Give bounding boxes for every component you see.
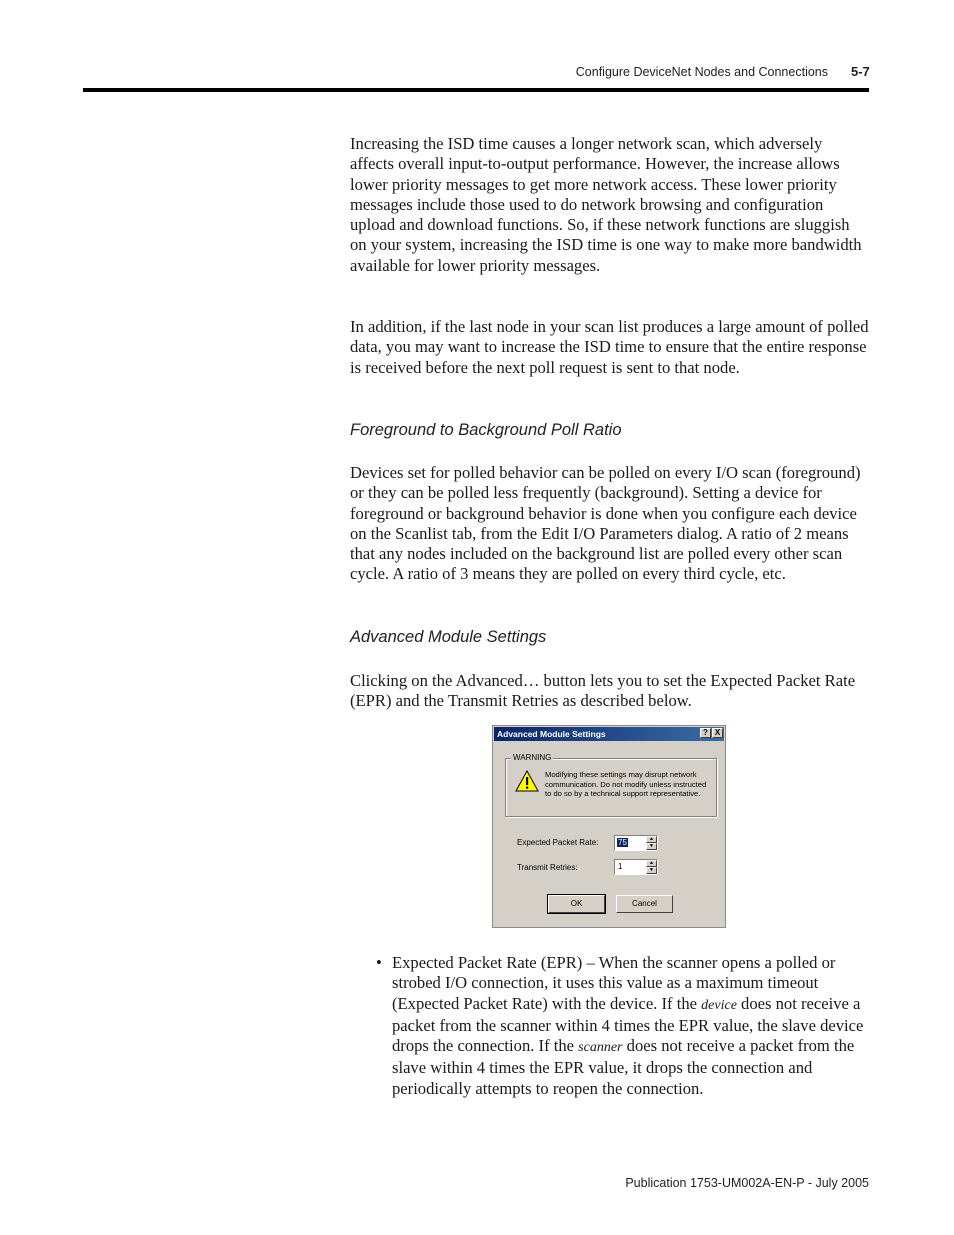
- close-button[interactable]: X: [712, 728, 723, 738]
- publication-footer: Publication 1753-UM002A-EN-P - July 2005: [625, 1176, 869, 1190]
- paragraph-text: Clicking on the Advanced… button lets you to set the Expected Packet Rate (EPR) and the Transmit Retries as described below.: [350, 671, 856, 711]
- bullet-text-part: does not receive a packet from the slave within 4 times the EPR value, it drops the connection and periodically attempts to reopen the connection.: [392, 1036, 855, 1098]
- paragraph-text: In addition, if the last node in your scan list produces a large amount of polled data, you may want to increase the ISD time to ensure that the entire response is received before the next poll request is sent to that node.: [350, 317, 869, 377]
- paragraph-text: Devices set for polled behavior can be polled on every I/O scan (foreground) or they can be polled less frequently (background). Setting a device for foreground or background behavior is done when you configure each device on the Scanlist tab, from the Edit I/O Parameters dialog. A ratio of 2 means that any nodes included on the background list are polled every other scan cycle. A ratio of 3 means they are polled on every third cycle, etc.: [350, 463, 861, 584]
- epr-spinner[interactable]: [614, 835, 658, 851]
- header-rule: [83, 88, 869, 92]
- section-heading-advanced: Advanced Module Settings: [350, 628, 547, 646]
- spin-up-icon[interactable]: ▲: [646, 836, 657, 843]
- warning-text: Modifying these settings may disrupt network communication. Do not modify unless instructed to do so by a technical support representative.: [545, 770, 707, 799]
- section-heading-poll-ratio: Foreground to Background Poll Ratio: [350, 421, 622, 439]
- warning-icon: [515, 770, 539, 792]
- bullet-text-part: Expected Packet Rate (EPR) – When the scanner opens a polled or strobed I/O connection, it uses this value as a maximum timeout (Expected Packet Rate) with the device. If the: [392, 953, 836, 1013]
- cancel-button[interactable]: Cancel: [616, 895, 673, 913]
- bullet-text-part: does not receive a packet from the scanner within 4 times the EPR value, the slave device drops the connection. If the: [392, 993, 864, 1056]
- bullet-epr: [376, 953, 870, 1099]
- retries-value[interactable]: 1: [618, 862, 623, 871]
- paragraph-poll-ratio: [350, 463, 870, 585]
- paragraph-isd-time: [350, 134, 870, 276]
- bullet-italic-device: device: [701, 997, 737, 1013]
- paragraph-last-node: [350, 317, 870, 378]
- dialog-title-bar: [494, 727, 724, 741]
- ok-button[interactable]: OK: [548, 895, 605, 913]
- paragraph-advanced: [350, 671, 870, 712]
- retries-label: Transmit Retries:: [517, 863, 578, 872]
- bullet-text: [392, 953, 870, 1099]
- epr-value[interactable]: 75: [618, 838, 627, 847]
- help-button[interactable]: ?: [700, 728, 711, 738]
- spin-down-icon[interactable]: ▼: [646, 867, 657, 874]
- warning-group-label: WARNING: [513, 753, 552, 762]
- page-number: 5-7: [851, 64, 870, 79]
- spin-down-icon[interactable]: ▼: [646, 843, 657, 850]
- advanced-module-settings-dialog: [492, 725, 726, 928]
- retries-spinner[interactable]: [614, 859, 658, 875]
- dialog-title: Advanced Module Settings: [497, 729, 606, 739]
- epr-label: Expected Packet Rate:: [517, 838, 599, 847]
- spin-up-icon[interactable]: ▲: [646, 860, 657, 867]
- running-header-title: Configure DeviceNet Nodes and Connections: [575, 65, 828, 79]
- bullet-dot: •: [376, 953, 382, 972]
- paragraph-text: Increasing the ISD time causes a longer network scan, which adversely affects overall input-to-output performance. However, the increase allows lower priority messages to get more network access. These lower priority messages include those used to do network browsing and configuration upload and download functions. So, if these network functions are sluggish on your system, increasing the ISD time is one way to make more bandwidth available for lower priority messages.: [350, 134, 862, 275]
- bullet-italic-scanner: scanner: [578, 1040, 623, 1056]
